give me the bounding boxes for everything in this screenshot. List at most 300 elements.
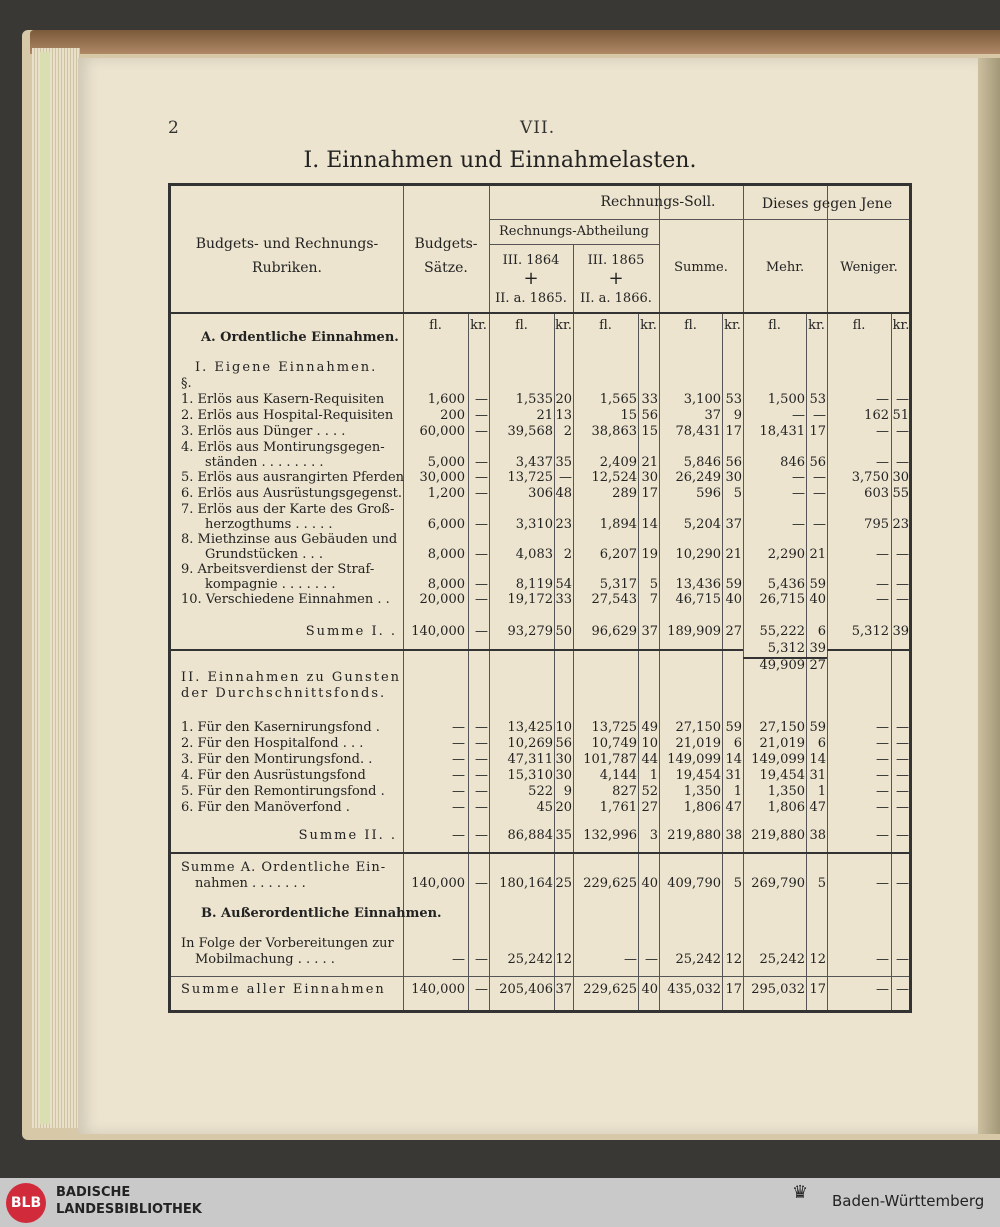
cell-p1: 180,164	[499, 876, 553, 891]
cell-p2k: —	[645, 952, 658, 967]
cell-b: 6,000	[427, 517, 465, 532]
cell-p2k: 19	[641, 547, 658, 562]
header-weniger: Weniger.	[840, 260, 898, 275]
cell-mk: 12	[809, 952, 826, 967]
blb-logo[interactable]: BLB	[6, 1183, 46, 1223]
unit-kr: kr.	[555, 318, 572, 333]
row-label: 4. Für den Ausrüstungsfond	[181, 768, 366, 783]
cell-p1k: 33	[555, 592, 572, 607]
cell-p1k: —	[559, 470, 572, 485]
cell-m: —	[792, 470, 805, 485]
cell-w: 5,312	[851, 624, 889, 639]
cell-m: 846	[780, 455, 805, 470]
cell-p1: 205,406	[499, 982, 553, 997]
cell-p2: 6,207	[599, 547, 637, 562]
cell-wk: —	[896, 547, 909, 562]
cell-b: —	[452, 752, 465, 767]
cell-p1k: 35	[555, 455, 572, 470]
cell-b: —	[452, 720, 465, 735]
section-number: VII.	[520, 118, 556, 138]
cell-p2k: 44	[641, 752, 658, 767]
cell-sk: 59	[725, 720, 742, 735]
cell-b: 1,600	[427, 392, 465, 407]
cell-w: —	[876, 424, 889, 439]
cell-p2: 827	[612, 784, 637, 799]
header-vergleich: Dieses gegen Jene	[761, 196, 893, 212]
cell-p2k: 17	[641, 486, 658, 501]
cell-mk: 6	[817, 624, 826, 639]
cell-bk: —	[475, 720, 488, 735]
row-label: 1. Für den Kasernirungsfond .	[181, 720, 380, 735]
cell-s: 19,454	[675, 768, 721, 783]
row-label: 10. Verschiedene Einnahmen . .	[181, 592, 390, 607]
cell-sk: 38	[725, 828, 742, 843]
cell-mk: —	[813, 517, 826, 532]
cell-s: 5,846	[683, 455, 721, 470]
cell-w: —	[876, 828, 889, 843]
cell-mk: 38	[809, 828, 826, 843]
cell-m: 149,099	[751, 752, 805, 767]
cell-p1: 13,725	[507, 470, 553, 485]
cell-p2k: 30	[641, 470, 658, 485]
cell-wk: —	[896, 392, 909, 407]
cell-p1: 8,119	[515, 577, 553, 592]
cell-w: —	[876, 768, 889, 783]
cell-wk: —	[896, 982, 909, 997]
header-bottom-rule	[171, 312, 909, 314]
cell-p2: 289	[612, 486, 637, 501]
cell-s: 46,715	[675, 592, 721, 607]
cell-bk: —	[475, 800, 488, 815]
row-label-cont: Grundstücken . . .	[205, 547, 323, 562]
cell-bk: —	[475, 392, 488, 407]
row-label: 2. Erlös aus Hospital-Requisiten	[181, 408, 394, 423]
cell-m: —	[792, 408, 805, 423]
cell-p1k: 50	[555, 624, 572, 639]
header-period-2: III. 1865 + II. a. 1866.	[580, 253, 652, 306]
cell-m: 1,806	[767, 800, 805, 815]
cell-p1k: 20	[555, 800, 572, 815]
cell-wk: —	[896, 577, 909, 592]
sum-1-mehr-2-kr: 39	[809, 641, 826, 656]
cell-sk: 27	[725, 624, 742, 639]
cell-sk: 21	[725, 547, 742, 562]
cell-p2: 4,144	[599, 768, 637, 783]
cell-wk: —	[896, 800, 909, 815]
cell-p2: 1,761	[599, 800, 637, 815]
row-label: 7. Erlös aus der Karte des Groß-	[181, 502, 395, 517]
cell-p2: 15	[620, 408, 637, 423]
cell-s: 78,431	[675, 424, 721, 439]
cell-m: 1,350	[767, 784, 805, 799]
cell-s: 1,350	[683, 784, 721, 799]
cell-wk: 30	[892, 470, 909, 485]
row-label: 3. Erlös aus Dünger . . . .	[181, 424, 346, 439]
header-mehr: Mehr.	[765, 260, 805, 275]
header-summe: Summe.	[674, 260, 728, 275]
cell-m: —	[792, 486, 805, 501]
cell-mk: 31	[809, 768, 826, 783]
cell-wk: —	[896, 952, 909, 967]
cell-p2: —	[624, 952, 637, 967]
cell-bk: —	[475, 517, 488, 532]
cell-mk: 17	[809, 424, 826, 439]
state-name[interactable]: Baden-Württemberg	[832, 1192, 985, 1210]
cell-b: 1,200	[427, 486, 465, 501]
cell-p1k: 35	[555, 828, 572, 843]
cell-m: 2,290	[767, 547, 805, 562]
section-b-heading: B. Außerordentliche Einnahmen.	[201, 906, 442, 921]
cell-s: 13,436	[675, 577, 721, 592]
cell-bk: —	[475, 408, 488, 423]
cell-p2: 27,543	[591, 592, 637, 607]
cell-s: 25,242	[675, 952, 721, 967]
cell-w: —	[876, 876, 889, 891]
row-label: 1. Erlös aus Kasern-Requisiten	[181, 392, 385, 407]
cell-p2k: 40	[641, 876, 658, 891]
cell-sk: 14	[725, 752, 742, 767]
row-label: 5. Für den Remontirungsfond .	[181, 784, 385, 799]
cell-mk: 40	[809, 592, 826, 607]
cell-bk: —	[475, 784, 488, 799]
cell-p2k: 3	[649, 828, 658, 843]
row-rule	[171, 649, 743, 651]
cell-p2k: 5	[649, 577, 658, 592]
cell-p2: 229,625	[583, 982, 637, 997]
cell-p1: 10,269	[507, 736, 553, 751]
page-title: I. Einnahmen und Einnahmelasten.	[303, 148, 697, 173]
cell-w: —	[876, 455, 889, 470]
cell-p1: 25,242	[507, 952, 553, 967]
row-b-label-cont: Mobilmachung . . . . .	[195, 952, 335, 967]
cell-sk: 31	[725, 768, 742, 783]
header-rule	[489, 244, 659, 245]
row-label: 9. Arbeitsverdienst der Straf-	[181, 562, 375, 577]
cell-sk: 17	[725, 424, 742, 439]
unit-kr: kr.	[892, 318, 910, 333]
cell-bk: —	[475, 547, 488, 562]
unit-kr: kr.	[640, 318, 657, 333]
cell-p2: 5,317	[599, 577, 637, 592]
cell-p1k: 25	[555, 876, 572, 891]
row-rule	[827, 649, 911, 651]
cell-p1k: 9	[563, 784, 572, 799]
cell-p1: 3,437	[515, 455, 553, 470]
cell-w: —	[876, 982, 889, 997]
row-label: 8. Miethzinse aus Gebäuden und	[181, 532, 398, 547]
cell-p1k: 13	[555, 408, 572, 423]
cell-wk: —	[896, 828, 909, 843]
cell-p2: 132,996	[583, 828, 637, 843]
cell-sk: 37	[725, 517, 742, 532]
section-a2-heading: II. Einnahmen zu Gunsten	[181, 670, 402, 685]
cell-b: 20,000	[419, 592, 465, 607]
sum-1-mehr-3-kr: 27	[809, 658, 826, 673]
cell-s: 3,100	[683, 392, 721, 407]
cell-bk: —	[475, 828, 488, 843]
header-period-1: III. 1864 + II. a. 1865.	[495, 253, 567, 306]
unit-kr: kr.	[808, 318, 825, 333]
cell-b: —	[452, 828, 465, 843]
cell-w: —	[876, 720, 889, 735]
green-page-strip	[40, 52, 50, 1124]
cell-s: 10,290	[675, 547, 721, 562]
cell-s: 219,880	[667, 828, 721, 843]
cell-p1: 21	[536, 408, 553, 423]
cell-p1k: 10	[555, 720, 572, 735]
cell-p1: 39,568	[507, 424, 553, 439]
cell-sk: 5	[733, 876, 742, 891]
cell-p1k: 54	[555, 577, 572, 592]
cell-p2k: 15	[641, 424, 658, 439]
cell-bk: —	[475, 736, 488, 751]
cell-p1k: 56	[555, 736, 572, 751]
cell-m: 269,790	[751, 876, 805, 891]
unit-kr: kr.	[470, 318, 487, 333]
cell-sk: 5	[733, 486, 742, 501]
coat-of-arms-icon: ♛	[792, 1182, 809, 1203]
cell-m: —	[792, 517, 805, 532]
cell-sk: 1	[733, 784, 742, 799]
cell-sk: 47	[725, 800, 742, 815]
cell-p1: 15,310	[507, 768, 553, 783]
row-label-cont: kompagnie . . . . . . .	[205, 577, 336, 592]
cell-wk: 55	[892, 486, 909, 501]
cell-p1k: 12	[555, 952, 572, 967]
cell-sk: 53	[725, 392, 742, 407]
right-page-edge	[978, 58, 1000, 1134]
cell-m: 19,454	[759, 768, 805, 783]
cell-wk: 23	[892, 517, 909, 532]
unit-kr: kr.	[724, 318, 741, 333]
sum-a-label: Summe A. Ordentliche Ein-	[181, 860, 387, 875]
cell-p2k: 49	[641, 720, 658, 735]
cell-s: 26,249	[675, 470, 721, 485]
cell-w: —	[876, 547, 889, 562]
cell-b: 140,000	[411, 982, 465, 997]
total-label: Summe aller Einnahmen	[181, 982, 386, 997]
cell-wk: 39	[892, 624, 909, 639]
unit-fl: fl.	[852, 318, 866, 333]
cell-sk: 59	[725, 577, 742, 592]
cell-p2k: 1	[649, 768, 658, 783]
cell-mk: 47	[809, 800, 826, 815]
row-label: 6. Für den Manöverfond .	[181, 800, 350, 815]
cell-b: 5,000	[427, 455, 465, 470]
cell-wk: —	[896, 768, 909, 783]
cell-s: 5,204	[683, 517, 721, 532]
cell-p1: 3,310	[515, 517, 553, 532]
cell-mk: 5	[817, 876, 826, 891]
cell-p2k: 52	[641, 784, 658, 799]
cell-b: —	[452, 800, 465, 815]
unit-fl: fl.	[599, 318, 612, 333]
cell-s: 409,790	[667, 876, 721, 891]
cell-w: —	[876, 952, 889, 967]
cell-p2: 10,749	[591, 736, 637, 751]
unit-fl: fl.	[768, 318, 781, 333]
cell-p2k: 27	[641, 800, 658, 815]
cell-wk: —	[896, 720, 909, 735]
sum-2-label: Summe II. .	[298, 828, 397, 843]
cell-b: 140,000	[411, 624, 465, 639]
cell-mk: 17	[809, 982, 826, 997]
library-name: BADISCHE LANDESBIBLIOTHEK	[56, 1185, 202, 1217]
cell-s: 27,150	[675, 720, 721, 735]
cell-p1k: 48	[555, 486, 572, 501]
cell-sk: 30	[725, 470, 742, 485]
cell-s: 37	[704, 408, 721, 423]
cell-w: —	[876, 736, 889, 751]
cell-p2k: 21	[641, 455, 658, 470]
header-rule	[489, 219, 909, 220]
cell-bk: —	[475, 876, 488, 891]
cell-w: —	[876, 592, 889, 607]
cell-b: 200	[440, 408, 465, 423]
row-rule	[171, 852, 909, 854]
cell-p1k: 20	[555, 392, 572, 407]
cell-sk: 40	[725, 592, 742, 607]
sum-a-label-cont: nahmen . . . . . . .	[195, 876, 306, 891]
cell-m: 26,715	[759, 592, 805, 607]
cell-m: 5,436	[767, 577, 805, 592]
cell-w: —	[876, 392, 889, 407]
cell-m: 25,242	[759, 952, 805, 967]
cell-p1k: 23	[555, 517, 572, 532]
cell-wk: 51	[892, 408, 909, 423]
cell-p1: 45	[536, 800, 553, 815]
cell-p2: 2,409	[599, 455, 637, 470]
cell-mk: 6	[817, 736, 826, 751]
page-number: 2	[168, 118, 179, 138]
cell-s: 596	[696, 486, 721, 501]
cell-w: 603	[864, 486, 889, 501]
cell-m: 21,019	[759, 736, 805, 751]
row-label: 6. Erlös aus Ausrüstungsgegenst.	[181, 486, 403, 501]
cell-p2k: 7	[649, 592, 658, 607]
header-soll: Rechnungs-Soll.	[600, 194, 716, 210]
cell-p2k: 56	[641, 408, 658, 423]
cell-p2k: 14	[641, 517, 658, 532]
cell-bk: —	[475, 982, 488, 997]
row-label-cont: ständen . . . . . . . .	[205, 455, 324, 470]
cell-w: —	[876, 752, 889, 767]
cell-p2: 12,524	[591, 470, 637, 485]
footer-bar	[0, 1178, 1000, 1227]
row-label: 5. Erlös aus ausrangirten Pferden	[181, 470, 405, 485]
header-rubric: Budgets- und Rechnungs- Rubriken.	[195, 236, 379, 276]
cell-sk: 9	[733, 408, 742, 423]
cell-m: 1,500	[767, 392, 805, 407]
cell-m: 27,150	[759, 720, 805, 735]
cell-m: 295,032	[751, 982, 805, 997]
cell-s: 1,806	[683, 800, 721, 815]
cell-mk: 53	[809, 392, 826, 407]
sum-1-mehr-2: 5,312	[767, 641, 805, 656]
cell-p1k: 30	[555, 768, 572, 783]
cell-p2k: 33	[641, 392, 658, 407]
paragraph-sign: §.	[181, 376, 192, 391]
cell-p1: 93,279	[507, 624, 553, 639]
cell-p1: 306	[528, 486, 553, 501]
cell-mk: —	[813, 408, 826, 423]
cell-p2: 101,787	[583, 752, 637, 767]
cell-p2: 96,629	[591, 624, 637, 639]
cell-sk: 6	[733, 736, 742, 751]
cell-p1: 1,535	[515, 392, 553, 407]
cell-b: —	[452, 952, 465, 967]
cell-mk: 59	[809, 577, 826, 592]
cell-p2: 1,565	[599, 392, 637, 407]
cell-mk: 14	[809, 752, 826, 767]
cell-b: 30,000	[419, 470, 465, 485]
unit-fl: fl.	[515, 318, 528, 333]
cell-m: 18,431	[759, 424, 805, 439]
cell-w: 162	[864, 408, 889, 423]
cell-p1: 13,425	[507, 720, 553, 735]
cell-bk: —	[475, 752, 488, 767]
cell-p1: 86,884	[507, 828, 553, 843]
cell-s: 189,909	[667, 624, 721, 639]
cell-wk: —	[896, 424, 909, 439]
cell-sk: 56	[725, 455, 742, 470]
unit-fl: fl.	[429, 318, 442, 333]
cell-wk: —	[896, 736, 909, 751]
cell-p2k: 37	[641, 624, 658, 639]
cell-mk: 1	[817, 784, 826, 799]
cell-wk: —	[896, 752, 909, 767]
cell-b: —	[452, 768, 465, 783]
cell-s: 435,032	[667, 982, 721, 997]
cell-bk: —	[475, 424, 488, 439]
cell-w: —	[876, 577, 889, 592]
revenue-table	[168, 183, 912, 1013]
cell-wk: —	[896, 455, 909, 470]
cell-bk: —	[475, 768, 488, 783]
cell-w: —	[876, 784, 889, 799]
cell-m: 55,222	[759, 624, 805, 639]
cell-b: 8,000	[427, 577, 465, 592]
cell-mk: —	[813, 486, 826, 501]
cell-mk: 21	[809, 547, 826, 562]
cell-sk: 17	[725, 982, 742, 997]
cell-bk: —	[475, 952, 488, 967]
cell-p2: 229,625	[583, 876, 637, 891]
section-a1-heading: I. Eigene Einnahmen.	[195, 360, 378, 375]
sum-1-label: Summe I. .	[305, 624, 397, 639]
header-abtheilung: Rechnungs-Abtheilung	[498, 224, 650, 239]
cell-bk: —	[475, 470, 488, 485]
cell-b: —	[452, 784, 465, 799]
cell-m: 219,880	[751, 828, 805, 843]
cell-p2k: 10	[641, 736, 658, 751]
cell-w: 3,750	[851, 470, 889, 485]
section-a-heading: A. Ordentliche Einnahmen.	[201, 330, 399, 345]
sum-1-mehr-3: 49,909	[759, 658, 805, 673]
cell-wk: —	[896, 784, 909, 799]
cell-p2: 38,863	[591, 424, 637, 439]
row-rule	[171, 976, 909, 977]
cell-sk: 12	[725, 952, 742, 967]
cell-p2k: 40	[641, 982, 658, 997]
cell-bk: —	[475, 455, 488, 470]
section-a2-heading-cont: der Durchschnittsfonds.	[181, 686, 387, 701]
cell-p1: 47,311	[507, 752, 553, 767]
cell-bk: —	[475, 577, 488, 592]
cell-p2: 1,894	[599, 517, 637, 532]
cell-b: 140,000	[411, 876, 465, 891]
unit-fl: fl.	[684, 318, 697, 333]
